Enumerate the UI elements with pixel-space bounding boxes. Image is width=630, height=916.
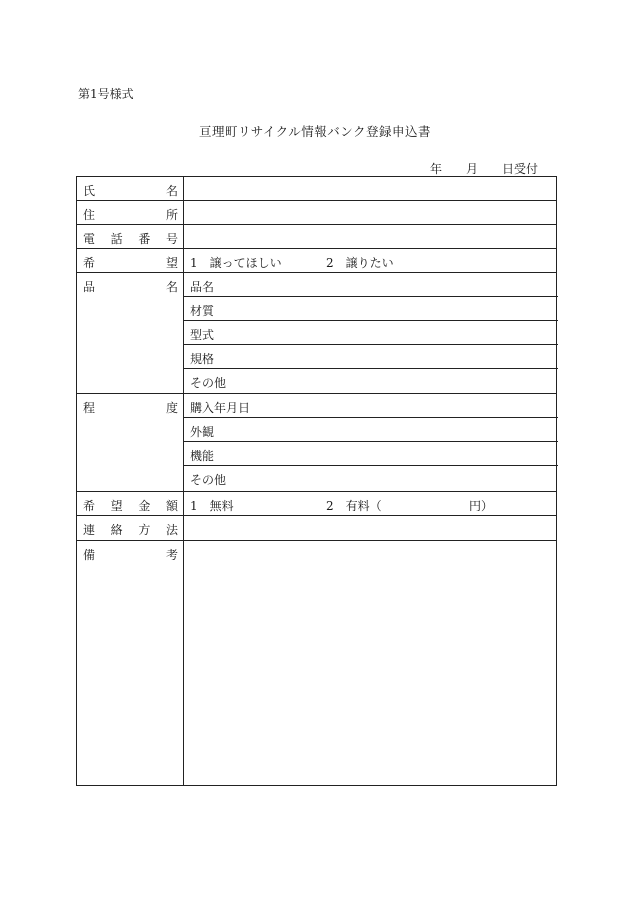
wish-field[interactable] [184, 249, 558, 273]
form-title: 亘理町リサイクル情報バンク登録申込書 [198, 124, 431, 139]
condition-sub-row[interactable] [184, 394, 558, 418]
label-wish: 希 望 [83, 256, 178, 270]
label-price: 希 望 金 額 [83, 499, 178, 513]
label-name: 氏 名 [83, 184, 178, 198]
received-year: 年 [430, 162, 443, 176]
received-month: 月 [466, 162, 479, 176]
item-sub-label: その他 [190, 376, 227, 390]
item-sub-row[interactable] [184, 297, 558, 321]
price-option-free[interactable]: 1 無料 [190, 499, 234, 513]
remarks-field[interactable] [184, 541, 558, 786]
item-sub-label: 型式 [190, 328, 215, 342]
item-sub-label: 品名 [190, 280, 215, 294]
price-field[interactable] [184, 492, 558, 516]
condition-sub-row[interactable] [184, 466, 558, 491]
condition-sub-label: 外観 [190, 425, 215, 439]
condition-sub-label: 機能 [190, 449, 215, 463]
item-sub-label: 材質 [190, 304, 215, 318]
item-sub-row[interactable] [184, 321, 558, 345]
label-phone: 電 話 番 号 [83, 232, 178, 246]
label-remarks: 備 考 [83, 548, 178, 562]
application-form [76, 176, 557, 786]
condition-sub-row[interactable] [184, 418, 558, 442]
received-date [430, 160, 538, 177]
label-contact: 連 絡 方 法 [83, 523, 178, 537]
address-field[interactable] [184, 201, 558, 225]
received-day: 日受付 [502, 162, 539, 176]
label-condition: 程 度 [83, 401, 178, 415]
label-column-divider [77, 177, 184, 785]
label-item: 品 名 [83, 280, 178, 294]
item-sub-row[interactable] [184, 369, 558, 393]
price-option-paid[interactable]: 2 有料（ [326, 499, 382, 513]
item-sub-row[interactable] [184, 345, 558, 369]
item-sub-row[interactable] [184, 273, 558, 297]
phone-field[interactable] [184, 225, 558, 249]
wish-option-2[interactable]: 2 譲りたい [326, 256, 394, 270]
contact-field[interactable] [184, 516, 558, 540]
condition-sub-row[interactable] [184, 442, 558, 466]
label-address: 住 所 [83, 208, 178, 222]
condition-sub-label: その他 [190, 473, 227, 487]
condition-sub-label: 購入年月日 [190, 401, 251, 415]
wish-option-1[interactable]: 1 譲ってほしい [190, 256, 282, 270]
price-unit: 円） [469, 499, 494, 513]
form-number: 第1号様式 [78, 87, 134, 101]
name-field[interactable] [184, 177, 558, 201]
item-sub-label: 規格 [190, 352, 215, 366]
